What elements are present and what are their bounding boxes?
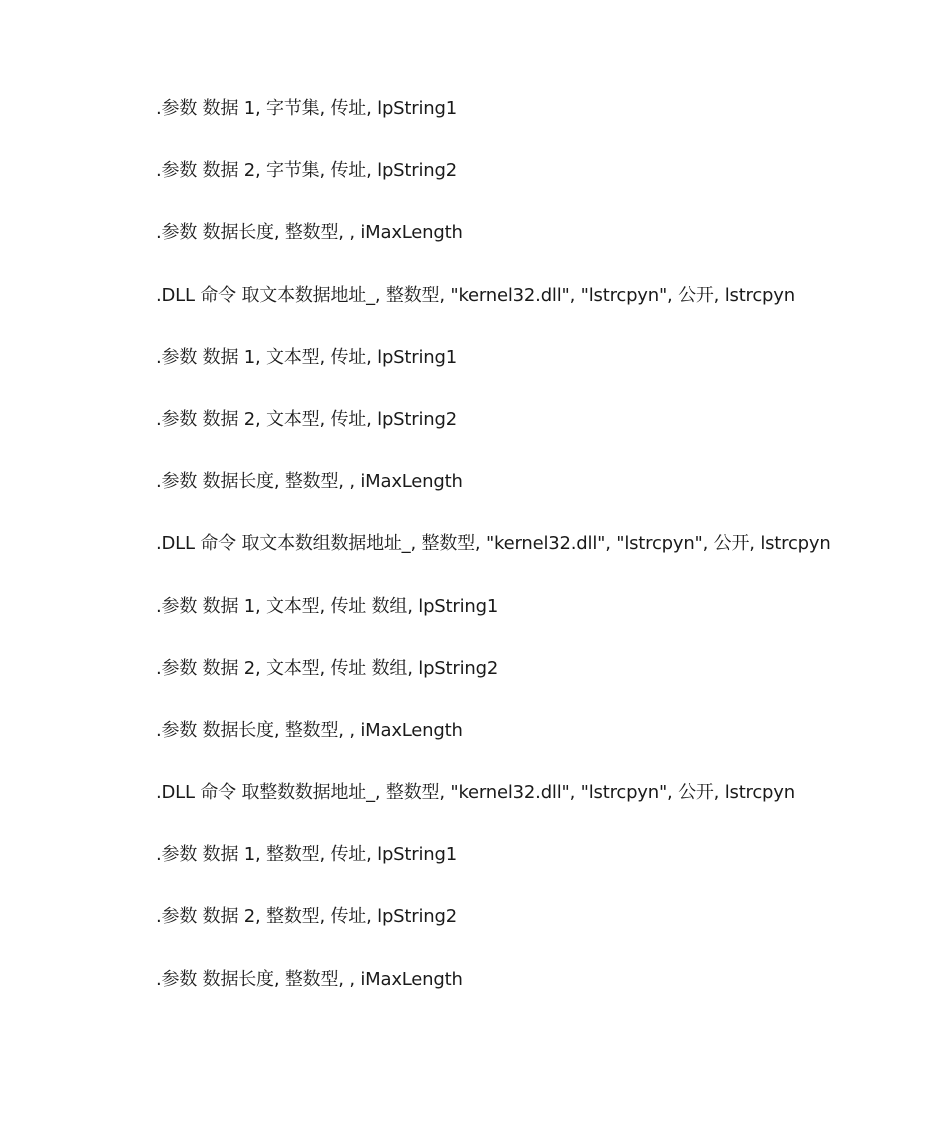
- dll-command-line: .DLL 命令 取整数数据地址_, 整数型, "kernel32.dll", "lstrcpyn", 公开, lstrcpyn: [156, 782, 795, 804]
- param-line: .参数 数据长度, 整数型, , iMaxLength: [156, 719, 463, 741]
- param-line: .参数 数据 2, 字节集, 传址, lpString2: [156, 160, 457, 182]
- param-line: .参数 数据 1, 整数型, 传址, lpString1: [156, 844, 457, 866]
- param-line: .参数 数据长度, 整数型, , iMaxLength: [156, 968, 463, 990]
- code-listing: [156, 93, 831, 1026]
- param-line: .参数 数据 2, 文本型, 传址 数组, lpString2: [156, 657, 499, 679]
- dll-command-line: .DLL 命令 取文本数组数据地址_, 整数型, "kernel32.dll", "lstrcpyn", 公开, lstrcpyn: [156, 533, 831, 555]
- param-line: .参数 数据长度, 整数型, , iMaxLength: [156, 222, 463, 244]
- param-line: .参数 数据 2, 整数型, 传址, lpString2: [156, 906, 457, 928]
- param-line: .参数 数据 2, 文本型, 传址, lpString2: [156, 408, 457, 430]
- param-line: .参数 数据 1, 文本型, 传址, lpString1: [156, 346, 457, 368]
- param-line: .参数 数据长度, 整数型, , iMaxLength: [156, 471, 463, 493]
- param-line: .参数 数据 1, 文本型, 传址 数组, lpString1: [156, 595, 499, 617]
- param-line: .参数 数据 1, 字节集, 传址, lpString1: [156, 98, 457, 119]
- dll-command-line: .DLL 命令 取文本数据地址_, 整数型, "kernel32.dll", "lstrcpyn", 公开, lstrcpyn: [156, 284, 795, 306]
